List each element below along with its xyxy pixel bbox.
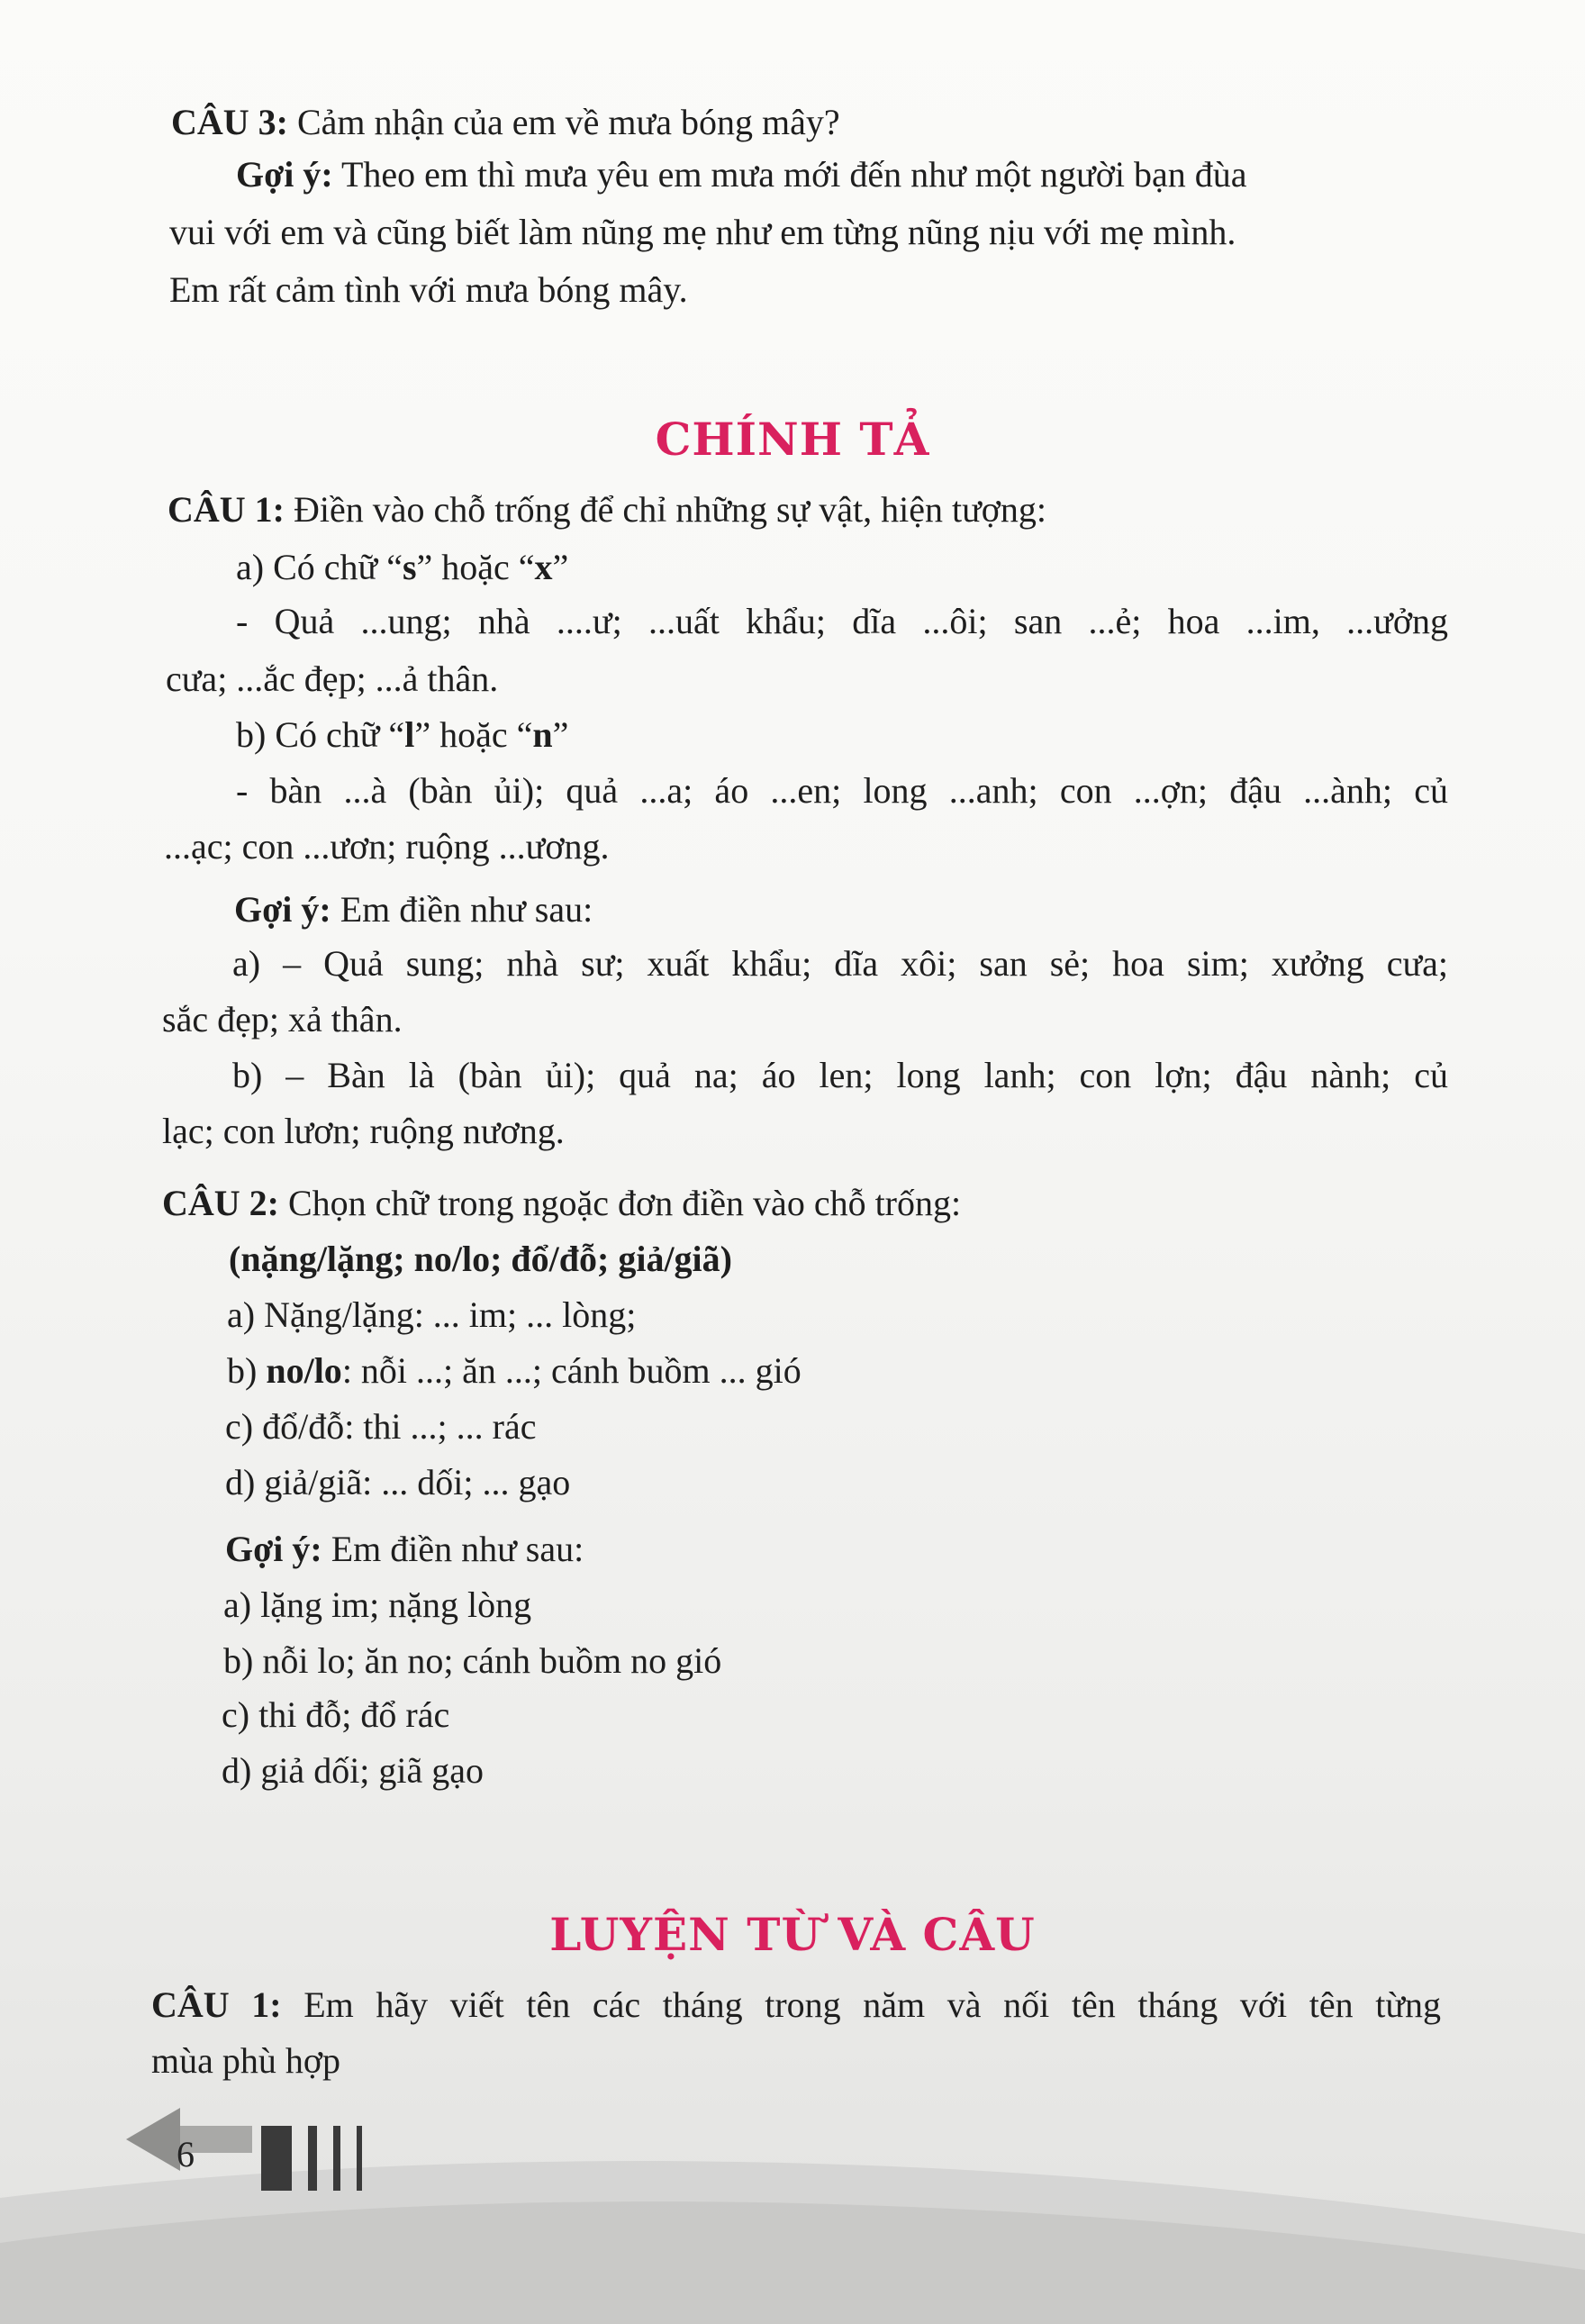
part-b-prompt: b) Có chữ “l” hoặc “n” <box>236 714 569 755</box>
part-b-line2: ...ạc; con ...ươn; ruộng ...ương. <box>164 826 610 867</box>
cau2-q-d: d) giả/giã: ... dối; ... gạo <box>225 1462 571 1502</box>
cau3-hint-line1: Gợi ý: Theo em thì mưa yêu em mưa mới đến như một người bạn đùa <box>236 154 1247 195</box>
luyen-tu-cau1-line1: CÂU 1: Em hãy viết tên các tháng trong năm và nối tên tháng với tên từng <box>151 1984 1442 2025</box>
cau2-answer-b: b) nỗi lo; ăn no; cánh buồm no gió <box>223 1640 722 1681</box>
part-a-line1: - Quả ...ung; nhà ....ư; ...uất khẩu; dĩa ...ôi; san ...ẻ; hoa ...im, ...ưởng <box>236 601 1448 641</box>
chinh-ta-cau2: CÂU 2: Chọn chữ trong ngoặc đơn điền vào chỗ trống: <box>162 1183 962 1223</box>
answer-b-line1: b) – Bàn là (bàn ủi); quả na; áo len; long lanh; con lợn; đậu nành; củ <box>232 1055 1448 1095</box>
section-heading-luyen-tu-va-cau: LUYỆN TỪ VÀ CÂU <box>549 1908 1036 1961</box>
cau3-label: CÂU 3: <box>171 102 288 142</box>
cau1-label: CÂU 1: <box>168 489 285 530</box>
cau2-q-b: b) no/lo: nỗi ...; ăn ...; cánh buồm ... gió <box>227 1350 802 1391</box>
cau2-q-c: c) đổ/đỗ: thi ...; ... rác <box>225 1406 537 1447</box>
cau3-hint-line2: vui với em và cũng biết làm nũng mẹ như em từng nũng nịu với mẹ mình. <box>169 212 1236 252</box>
section-heading-chinh-ta: CHÍNH TẢ <box>655 413 930 466</box>
part-a-prompt: a) Có chữ “s” hoặc “x” <box>236 547 569 587</box>
page-number: 6 <box>177 2134 195 2174</box>
chinh-ta-hint: Gợi ý: Em điền như sau: <box>234 889 593 930</box>
cau2-hint: Gợi ý: Em điền như sau: <box>225 1529 584 1569</box>
answer-b-line2: lạc; con lươn; ruộng nương. <box>162 1111 565 1151</box>
cau2-answer-c: c) thi đỗ; đổ rác <box>222 1694 450 1735</box>
cau3-question: CÂU 3: Cảm nhận của em về mưa bóng mây? <box>171 102 840 142</box>
hint-label: Gợi ý: <box>236 154 333 195</box>
footer-bars-decoration <box>261 2126 362 2191</box>
part-b-line1: - bàn ...à (bàn ủi); quả ...a; áo ...en; long ...anh; con ...ợn; đậu ...ành; củ <box>236 770 1448 811</box>
luyen-tu-cau1-line2: mùa phù hợp <box>151 2040 341 2081</box>
answer-a-line1: a) – Quả sung; nhà sư; xuất khẩu; dĩa xôi; san sẻ; hoa sim; xưởng cưa; <box>232 943 1448 984</box>
cau3-hint-line3: Em rất cảm tình với mưa bóng mây. <box>169 269 688 310</box>
cau2-options: (nặng/lặng; no/lo; đổ/đỗ; giả/giã) <box>229 1239 732 1279</box>
footer-swoosh <box>0 2090 1585 2324</box>
cau2-q-a: a) Nặng/lặng: ... im; ... lòng; <box>227 1294 637 1335</box>
cau2-answer-a: a) lặng im; nặng lòng <box>223 1584 532 1625</box>
chinh-ta-cau1: CÂU 1: Điền vào chỗ trống để chỉ những sự vật, hiện tượng: <box>168 489 1047 530</box>
answer-a-line2: sắc đẹp; xả thân. <box>162 999 403 1039</box>
part-a-line2: cưa; ...ắc đẹp; ...ả thân. <box>166 658 499 699</box>
cau2-answer-d: d) giả dối; giã gạo <box>222 1750 485 1791</box>
